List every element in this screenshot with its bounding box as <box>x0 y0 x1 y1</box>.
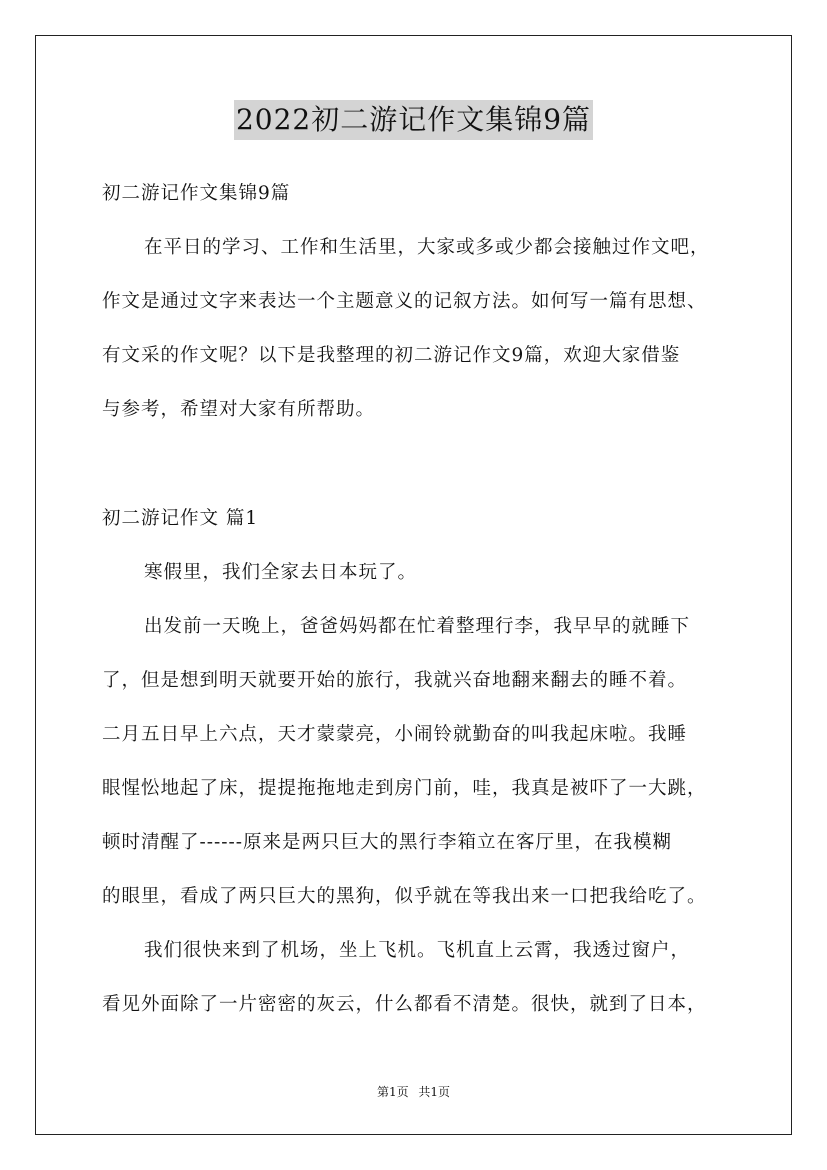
intro-line: 有文采的作文呢？以下是我整理的初二游记作文9篇，欢迎大家借鉴 <box>102 345 681 366</box>
page-footer <box>0 1083 827 1100</box>
section-heading: 初二游记作文 篇1 <box>102 508 259 529</box>
title-container <box>0 100 827 140</box>
body-line: 我们很快来到了机场，坐上飞机。飞机直上云霄，我透过窗户， <box>144 940 691 961</box>
page-total: 共1页 <box>418 1085 451 1099</box>
intro-line: 与参考，希望对大家有所帮助。 <box>102 399 376 420</box>
body-line: 的眼里，看成了两只巨大的黑狗，似乎就在等我出来一口把我给吃了。 <box>102 886 707 907</box>
body-line: 看见外面除了一片密密的灰云，什么都看不清楚。很快，就到了日本， <box>102 994 707 1015</box>
body-line: 了，但是想到明天就要开始的旅行，我就兴奋地翻来翻去的睡不着。 <box>102 670 688 691</box>
body-line: 出发前一天晚上，爸爸妈妈都在忙着整理行李，我早早的就睡下 <box>144 616 691 637</box>
intro-line: 作文是通过文字来表达一个主题意义的记叙方法。如何写一篇有思想、 <box>102 291 707 312</box>
body-line: 眼惺忪地起了床，提提拖拖地走到房门前，哇，我真是被吓了一大跳， <box>102 778 707 799</box>
body-line: 寒假里，我们全家去日本玩了。 <box>144 562 418 583</box>
intro-line: 在平日的学习、工作和生活里，大家或多或少都会接触过作文吧， <box>144 237 710 258</box>
subtitle: 初二游记作文集锦9篇 <box>102 183 291 204</box>
body-line: 二月五日早上六点，天才蒙蒙亮，小闹铃就勤奋的叫我起床啦。我睡 <box>102 724 688 745</box>
body-line: 顿时清醒了------原来是两只巨大的黑行李箱立在客厅里，在我模糊 <box>102 832 673 853</box>
page-number: 第1页 <box>376 1085 409 1099</box>
document-title: 2022初二游记作文集锦9篇 <box>234 100 593 140</box>
